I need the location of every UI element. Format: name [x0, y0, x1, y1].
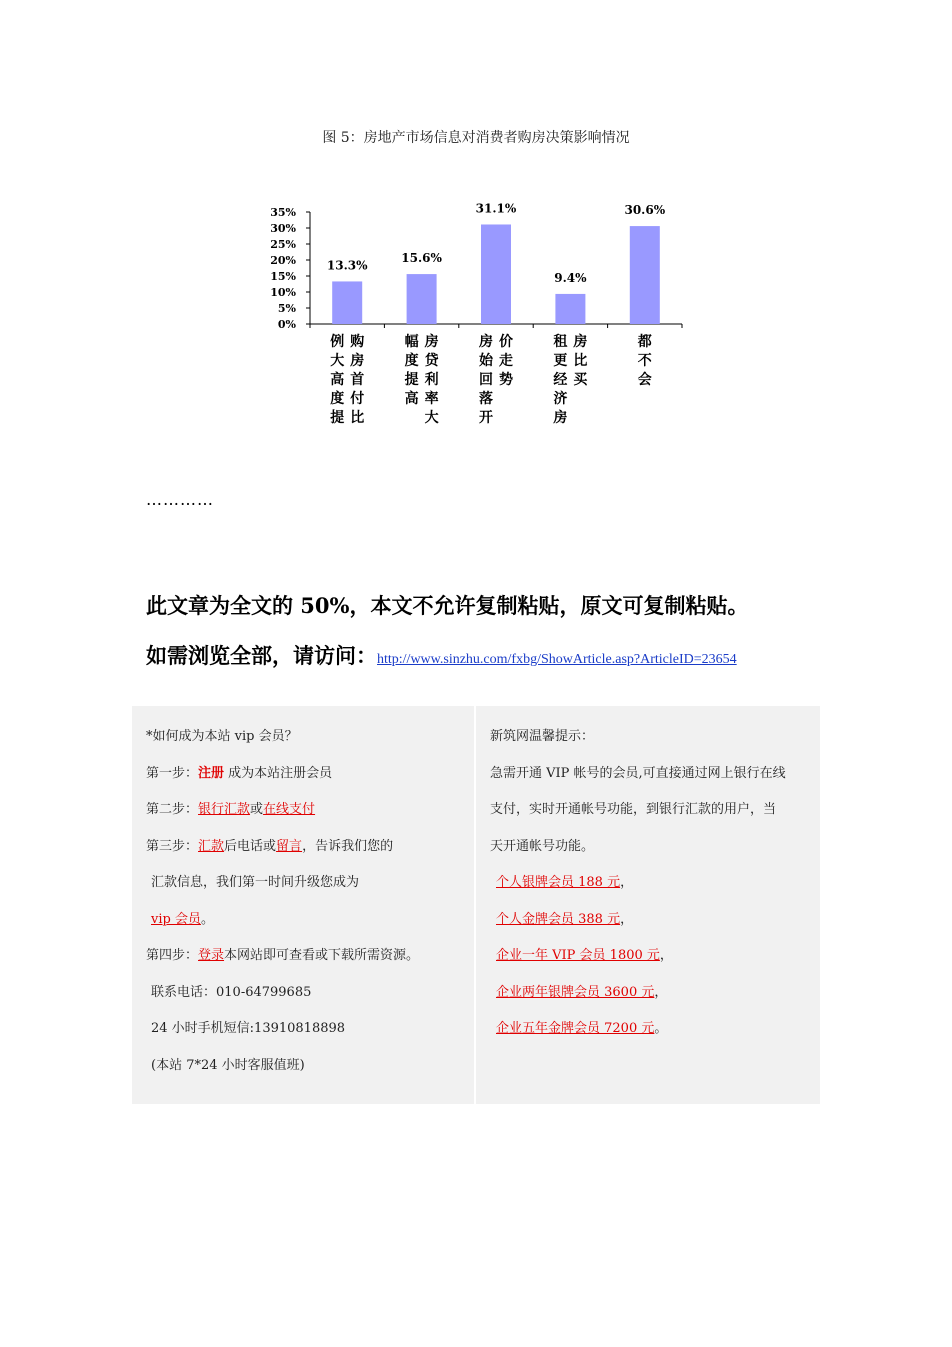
x-category-label: 利: [424, 372, 439, 388]
vip-tips-column: [476, 706, 820, 1104]
x-category-label: 度: [404, 353, 419, 369]
x-category-label: 房: [553, 410, 568, 426]
x-category-label: 济: [553, 391, 568, 407]
ellipsis: …………: [146, 490, 214, 509]
x-category-label: 回: [479, 372, 493, 388]
bar: [332, 281, 362, 324]
price-end: ，: [654, 984, 668, 1000]
price-link-enterprise-1yr[interactable]: 企业一年 VIP 会员 1800 元: [496, 948, 660, 963]
step4-prefix: 第四步：: [146, 948, 199, 963]
copy-notice: 此文章为全文的 50%，本文不允许复制粘贴，原文可复制粘贴。: [146, 593, 749, 618]
x-category-label: 不: [637, 353, 652, 369]
x-category-label: 购: [350, 334, 365, 350]
bar-chart: [262, 196, 702, 436]
x-category-label: 提: [404, 372, 419, 388]
tip-line-2: 支付，实时开通帐号功能，到银行汇款的用户，当: [490, 802, 777, 817]
x-category-label: 始: [479, 353, 493, 369]
x-category-label: 高: [330, 372, 345, 388]
x-category-label: 度: [330, 391, 345, 407]
vip-steps-column: [132, 706, 476, 1104]
price-link-silver-personal[interactable]: 个人银牌会员 188 元: [496, 875, 621, 890]
x-category-label: 房: [479, 334, 493, 350]
step-3-end: [146, 913, 474, 950]
vip-info-box: [132, 706, 820, 1104]
message-link[interactable]: 留言: [276, 838, 303, 854]
step2-or: 或: [250, 802, 264, 817]
figure-title: 图 5：房地产市场信息对消费者购房决策影响情况: [322, 130, 630, 146]
step-1: [146, 767, 474, 804]
x-category-label: 付: [350, 391, 365, 407]
bar: [555, 294, 585, 324]
price-item: [490, 949, 820, 986]
login-link[interactable]: 登录: [198, 948, 225, 963]
x-category-label: 经: [553, 372, 568, 388]
x-category-label: 租: [553, 334, 568, 350]
step-2: [146, 803, 474, 840]
step3-end-mark: 。: [200, 911, 214, 927]
y-tick-label: 10%: [270, 286, 296, 299]
tip-line-3: 天开通帐号功能。: [490, 838, 595, 854]
x-category-label: 开: [479, 410, 493, 426]
contact-sms: 24 小时手机短信:13910818898: [151, 1021, 346, 1036]
bank-transfer-link[interactable]: 银行汇款: [198, 802, 251, 817]
step3-suffix: ，告诉我们您的: [302, 838, 394, 854]
price-link-enterprise-2yr[interactable]: 企业两年银牌会员 3600 元: [496, 984, 655, 1000]
vip-heading: *如何成为本站 vip 会员？: [146, 729, 298, 744]
article-url-link[interactable]: http://www.sinzhu.com/fxbg/ShowArticle.asp?ArticleID=23654: [377, 652, 737, 667]
contact-phone: 联系电话：010-64799685: [151, 984, 312, 1000]
price-item: [490, 876, 820, 913]
y-tick-label: 5%: [277, 302, 296, 315]
price-item: [490, 986, 820, 1023]
step-3-continued: 汇款信息，我们第一时间升级您成为: [151, 875, 360, 890]
x-category-label: 幅: [404, 334, 419, 350]
service-hours: (本站 7*24 小时客服值班): [151, 1057, 305, 1073]
x-category-label: 大: [330, 353, 345, 369]
x-category-label: 例: [330, 334, 345, 350]
x-category-label: 势: [499, 372, 513, 388]
x-category-label: 首: [350, 372, 365, 388]
x-category-label: 房: [424, 334, 439, 350]
bar: [630, 226, 660, 324]
price-link-gold-personal[interactable]: 个人金牌会员 388 元: [496, 911, 621, 927]
x-category-label: 会: [637, 372, 652, 388]
x-category-label: 走: [499, 353, 513, 369]
data-label: 13.3%: [326, 258, 368, 273]
step2-prefix: 第二步：: [146, 802, 199, 817]
price-end: ，: [659, 948, 673, 963]
visit-notice: [146, 640, 737, 670]
price-end: ，: [620, 875, 634, 890]
y-tick-label: 25%: [270, 238, 296, 251]
tip-line-1: 急需开通 VIP 帐号的会员,可直接通过网上银行在线: [490, 765, 786, 781]
online-payment-link[interactable]: 在线支付: [263, 802, 316, 817]
x-category-label: 房: [573, 334, 588, 350]
x-category-label: 贷: [424, 353, 439, 369]
bar: [481, 224, 511, 324]
x-category-label: 大: [424, 410, 439, 426]
step-4: [146, 949, 474, 986]
x-category-label: 率: [424, 391, 439, 407]
x-category-label: 价: [499, 334, 513, 350]
y-tick-label: 0%: [277, 318, 296, 331]
data-label: 15.6%: [401, 251, 442, 266]
step3-mid: 后电话或: [224, 838, 277, 854]
step1-prefix: 第一步：: [146, 765, 199, 781]
x-category-label: 更: [553, 353, 568, 369]
data-label: 30.6%: [624, 203, 666, 218]
x-category-label: 都: [637, 334, 652, 350]
y-tick-label: 20%: [270, 254, 296, 267]
x-category-label: 房: [350, 353, 365, 369]
price-link-enterprise-5yr[interactable]: 企业五年金牌会员 7200 元: [496, 1021, 655, 1036]
price-item: [490, 913, 820, 950]
step4-suffix: 本网站即可查看或下载所需资源。: [224, 948, 420, 963]
x-category-label: 提: [330, 410, 345, 426]
price-end: 。: [654, 1021, 668, 1036]
y-tick-label: 30%: [270, 222, 296, 235]
step-3: [146, 840, 474, 877]
x-category-label: 高: [404, 391, 419, 407]
visit-prefix: 如需浏览全部，请访问：: [146, 643, 377, 668]
tips-heading: 新筑网温馨提示：: [490, 729, 595, 744]
data-label: 31.1%: [475, 201, 517, 216]
x-category-label: 比: [573, 353, 588, 369]
y-tick-label: 15%: [270, 270, 296, 283]
step1-suffix: 成为本站注册会员: [224, 765, 333, 781]
vip-member-link[interactable]: vip 会员: [151, 911, 201, 927]
y-tick-label: 35%: [270, 206, 296, 219]
step3-prefix: 第三步：: [146, 838, 199, 854]
remittance-link[interactable]: 汇款: [198, 838, 225, 854]
price-item: [490, 1022, 820, 1059]
data-label: 9.4%: [554, 270, 587, 285]
x-category-label: 落: [479, 391, 493, 407]
x-category-label: 比: [350, 410, 365, 426]
price-end: ，: [620, 911, 634, 927]
bar: [407, 274, 437, 324]
x-category-label: 买: [573, 372, 588, 388]
register-link[interactable]: 注册: [198, 765, 225, 781]
